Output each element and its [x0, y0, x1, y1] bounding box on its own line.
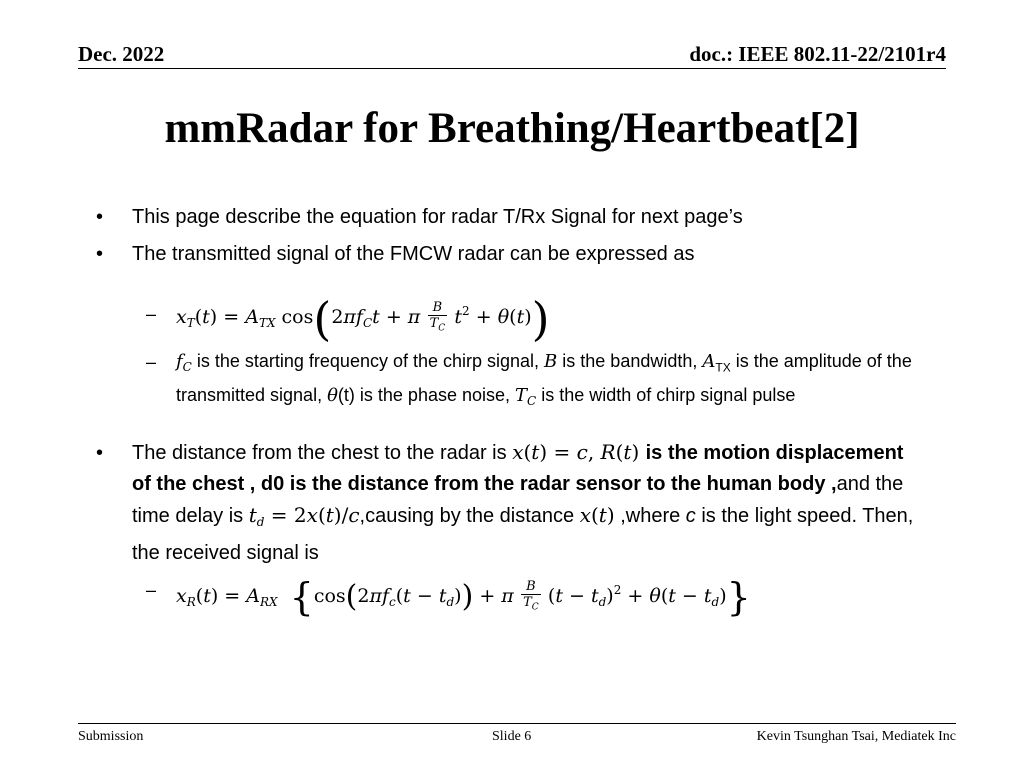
dash-marker: –	[146, 304, 157, 324]
slide-title: mmRadar for Breathing/Heartbeat[2]	[164, 105, 860, 152]
footer-submission: Submission	[78, 729, 144, 744]
bullet-3: The distance from the chest to the radar is x(t) = c, R(t) is the motion displacement of the chest , d0 is the distance from the radar sensor to the human body ,and the time delay is $t_d = 2x(t)/c,causing$ by the distance x(t) ,where c is the light speed. Then, the received signal is	[132, 440, 914, 564]
equation-transmit: $x_T(t) = A_{TX}$ $\cos(2\pi f_Ct + \pi$ $\frac{B}{T_C}$ $t^2 + \theta(t)$)	[176, 292, 550, 346]
bullet-marker: •	[96, 243, 104, 265]
dash-marker: –	[146, 352, 157, 372]
header-rule	[78, 68, 946, 69]
equation-receive: $x_R(t) = A_{RX}$ {$\cos(2\pi f_c(t - t_d)) + \pi$ $\frac{B}{T_C}$ $(t - t_d)^2 + \theta(t - t_d)$}	[176, 575, 751, 619]
header-doc-id: doc.: IEEE 802.11-22/2101r4	[689, 42, 946, 66]
header-date: Dec. 2022	[78, 42, 165, 66]
bullet-marker: •	[96, 206, 104, 228]
bullet-1: This page describe the equation for radar T/Rx Signal for next page’s	[132, 206, 743, 228]
bullet-2: The transmitted signal of the FMCW radar can be expressed as	[132, 243, 695, 265]
bullet-marker: •	[96, 442, 104, 464]
parameter-description: $f_C$ is the starting frequency of the chirp signal, B is the bandwidth, $A_{TX}$ is the amplitude of the transmitted signal, θ(t) is the phase noise, $T_C$ is the width of chirp signal pulse	[176, 351, 912, 408]
footer-author: Kevin Tsunghan Tsai, Mediatek Inc	[756, 729, 956, 744]
footer-rule	[78, 723, 956, 724]
footer-slide-number: Slide 6	[492, 729, 532, 744]
dash-marker: –	[146, 580, 157, 600]
